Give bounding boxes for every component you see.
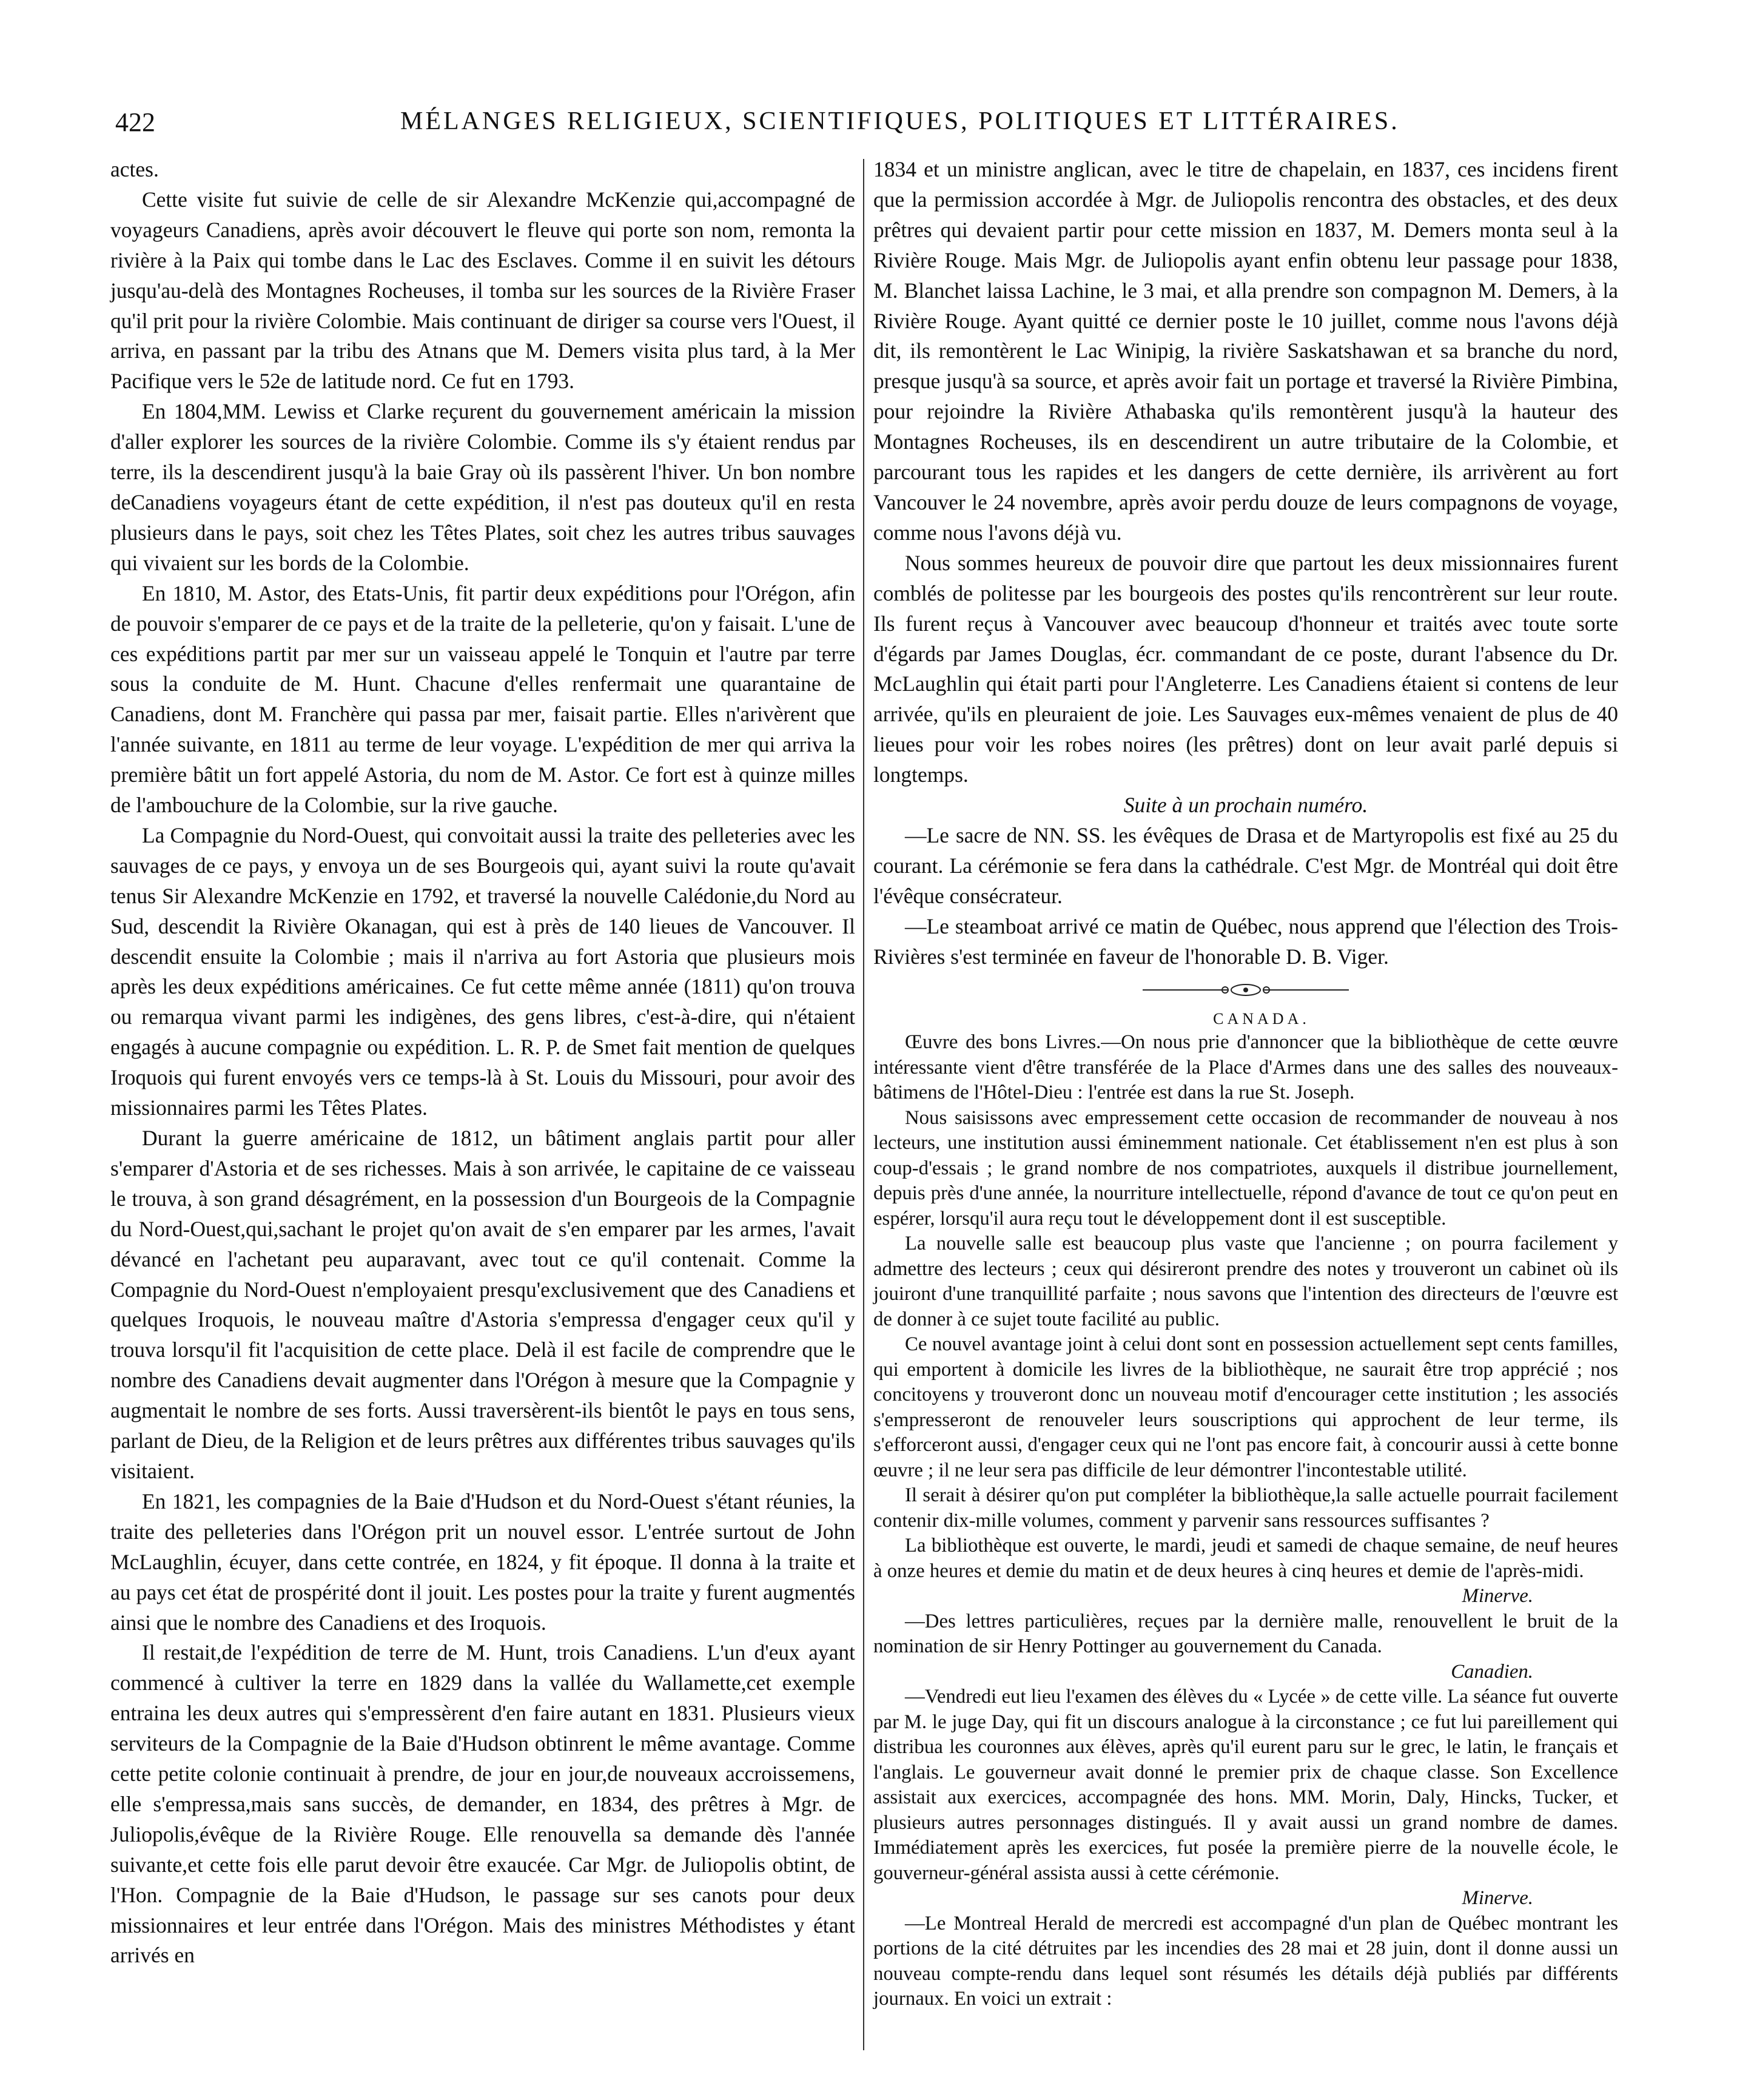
paragraph: Il restait,de l'expédition de terre de M. Hunt, trois Canadiens. L'un d'eux ayant commencé à cultiver la terre en 1829 dans la vallée du Wallamette,cet exemple entraina les deux autres qui s'empressèrent d'en faire autant en 1831. Plusieurs vieux serviteurs de la Compagnie de la Baie d'Hudson obtinrent le même avantage. Comme cette petite colonie continuait à prendre, de jour en jour,de nouveaux accroissemens, elle s'empressa,mais sans succès, de demander, en 1834, des prêtres à Mgr. de Juliopolis,évêque de la Rivière Rouge. Elle renouvella sa demande dès l'année suivante,et cette fois elle parut devoir être exaucée. Car Mgr. de Juliopolis obtint, de l'Hon. Compagnie de la Baie d'Hudson, le passage sur ses canots pour deux missionnaires et leur entrée dans l'Orégon. Mais des ministres Méthodistes y étant arrivés en [110,1640,855,1968]
paragraph: Il serait à désirer qu'on put compléter la bibliothèque,la salle actuelle pourrait facilement contenir dix-mille volumes, comment y parvenir sans ressources suffisantes ? [873,1484,1618,1532]
paragraph: La Compagnie du Nord-Ouest, qui convoitait aussi la traite des pelleteries avec les sauvages de ce pays, y envoya un de ses Bourgeois qui, ayant suivi la route qu'avait tenus Sir Alexandre McKenzie en 1792, et traversé la nouvelle Calédonie,du Nord au Sud, descendit la Rivière Okanagan, qui est à près de 140 lieues de Vancouver. Il descendit ensuite la Colombie ; mais il n'arriva au fort Astoria que plusieurs mois après les deux expéditions américaines. Ce fut cette même année (1811) qu'on trouva ou remarqua vivant parmi les indigènes, des gens libres, c'est-à-dire, qui n'étaient engagés à aucune compagnie ou expédition. L. R. P. de Smet fait mention de quelques Iroquois qui furent envoyés vers ce temps-là à St. Louis du Missouri, pour avoir des missionnaires parmi les Têtes Plates. [110,823,855,1120]
ornament-divider [873,972,1618,1008]
column-rule [863,159,864,2050]
right-column [873,155,1618,2012]
news-item: —Vendredi eut lieu l'examen des élèves du « Lycée » de cette ville. La séance fut ouverte par M. le juge Day, qui fit un discours analogue à la circonstance ; ce fut lui pareillement qui distribua les couronnes aux élèves, après qu'il eurent paru sur le grec, le latin, le français et l'anglais. Le gouverneur avait donné le premier prix de chaque classe. Son Excellence assistait aux exercices, accompagnée des hons. MM. Morin, Daly, Hincks, Tucker, et plusieurs autres personnages distingués. Il y avait aussi un grand nombre de dames. Immédiatement après les exercices, fut posée la première pierre de la nouvelle école, le gouverneur-général assista aussi à cette cérémonie. [873,1686,1618,1884]
paragraph: Nous sommes heureux de pouvoir dire que partout les deux missionnaires furent comblés de politesse par les bourgeois des postes qu'ils rencontrèrent sur leur route. Ils furent reçus à Vancouver avec beaucoup d'honneur et traités avec toute sorte d'égards par James Douglas, écr. commandant de ce poste, durant l'absence du Dr. McLaughlin qui était parti pour l'Angleterre. Les Canadiens étaient si contens de leur arrivée, qu'ils en pleuraient de joie. Les Sauvages eux-mêmes venaient de plus de 40 lieues pour voir les robes noires (les prêtres) dont on leur avait parlé depuis si longtemps. [873,550,1618,787]
continued-note: Suite à un prochain numéro. [1123,793,1368,818]
news-item: —Des lettres particulières, reçues par la dernière malle, renouvellent le bruit de la nomination de sir Henry Pottinger au gouvernement du Canada. [873,1610,1618,1658]
paragraph: En 1821, les compagnies de la Baie d'Hudson et du Nord-Ouest s'étant réunies, la traite des pelleteries dans l'Orégon prit un nouvel essor. L'entrée surtout de John McLaughlin, écuyer, dans cette contrée, en 1824, y fit époque. Il donna à la traite et au pays cet état de prospérité dont il jouit. Les postes pour la traite y furent augmentés ainsi que le nombre des Canadiens et des Iroquois. [110,1489,855,1635]
paragraph: La nouvelle salle est beaucoup plus vaste que l'ancienne ; on pourra facilement y admettre des lecteurs ; ceux qui désireront prendre des notes y trouveront un cabinet où ils jouiront d'une tranquillité parfaite ; nous savons que l'intention des directeurs de l'œuvre est de donner à ce sujet toute facilité au public. [873,1233,1618,1330]
news-item: —Le Montreal Herald de mercredi est accompagné d'un plan de Québec montrant les portions de la cité détruites par les incendies des 28 mai et 28 juin, dont il donne aussi un nouveau compte-rendu dans lequel sont résumés les détails déjà publiés par différents journaux. En voici un extrait : [873,1912,1618,2010]
paragraph: La bibliothèque est ouverte, le mardi, jeudi et samedi de chaque semaine, de neuf heures à onze heures et demie du matin et de deux heures à cinq heures et demie de l'après-midi. [873,1535,1618,1582]
paragraph: Œuvre des bons Livres.—On nous prie d'annoncer que la bibliothèque de cette œuvre intéressante vient d'être transférée de la Place d'Armes dans une des salles des nouveaux-bâtimens de l'Hôtel-Dieu : l'entrée est dans la rue St. Joseph. [873,1031,1618,1104]
paragraph: actes. [110,157,159,181]
running-title: MÉLANGES RELIGIEUX, SCIENTIFIQUES, POLITIQUES ET LITTÉRAIRES. [400,107,1400,135]
source-signature: Minerve. [1462,1887,1533,1910]
page-number: 422 [115,107,155,137]
paragraph: Durant la guerre américaine de 1812, un bâtiment anglais partit pour aller s'emparer d'Astoria et de ses richesses. Mais à son arrivée, le capitaine de ce vaisseau le trouva, à son grand désagrément, en la possession d'un Bourgeois de la Compagnie du Nord-Ouest,qui,sachant le projet qu'on avait de s'en emparer par les armes, l'avait dévancé en l'achetant peu auparavant, avec tout ce qu'il contenait. Comme la Compagnie du Nord-Ouest n'employaient presqu'exclusivement que des Canadiens et quelques Iroquois, le nouveau maître d'Astoria s'empressa d'engager ceux qu'il y trouva lorsqu'il fit l'acquisition de cette place. Delà il est facile de comprendre que le nombre des Canadiens devait augmenter dans l'Orégon à mesure que la Compagnie y augmentait le nombre de ses forts. Aussi traversèrent-ils bientôt le pays en tous sens, parlant de Dieu, de la Religion et de leurs prêtres aux différentes tribus sauvages qu'ils visitaient. [110,1126,855,1483]
source-signature: Canadien. [1451,1660,1533,1683]
paragraph: Nous saisissons avec empressement cette occasion de recommander de nouveau à nos lecteurs, une institution aussi éminemment nationale. Cet établissement n'en est plus à son coup-d'essais ; le grand nombre de nos compatriotes, auxquels il distribue journellement, depuis près d'une année, la nourriture intellectuelle, répond d'avance de tout ce qu'on peut en espérer, lorsqu'il aura reçu tout le développement dont il est susceptible. [873,1106,1618,1230]
left-column [110,155,855,1971]
paragraph: Cette visite fut suivie de celle de sir Alexandre McKenzie qui,accompagné de voyageurs Canadiens, après avoir découvert le fleuve qui porte son nom, remonta la rivière à la Paix qui tombe dans le Lac des Esclaves. Comme il en suivit les détours jusqu'au-delà des Montagnes Rocheuses, il tomba sur les sources de la Rivière Fraser qu'il prit pour la rivière Colombie. Mais continuant de diriger sa course vers l'Ouest, il arriva, en passant par la tribu des Atnans que M. Demers visita plus tard, à la Mer Pacifique vers le 52e de latitude nord. Ce fut en 1793. [110,187,855,394]
news-item: —Le steamboat arrivé ce matin de Québec, nous apprend que l'élection des Trois-Rivières s'est terminée en faveur de l'honorable D. B. Viger. [873,914,1618,969]
paragraph: 1834 et un ministre anglican, avec le titre de chapelain, en 1837, ces incidens firent que la permission accordée à Mgr. de Juliopolis rencontra des obstacles, et des deux prêtres qui devaient partir pour cette mission en 1837, M. Demers monta seul à la Rivière Rouge. Mais Mgr. de Juliopolis ayant enfin obtenu leur passage pour 1838, M. Blanchet laissa Lachine, le 3 mai, et alla prendre son compagnon M. Demers, à la Rivière Rouge. Ayant quitté ce dernier poste le 10 juillet, comme nous l'avons déjà dit, ils remontèrent le Lac Winipig, la rivière Saskatshawan et sa branche du nord, presque jusqu'à sa source, et après avoir fait un portage et traversé la Rivière Pimbina, pour rejoindre la Rivière Athabaska qu'ils remontèrent jusqu'à la hauteur des Montagnes Rocheuses, ils en descendirent un autre tributaire de la Colombie, et parcourant tous les rapides et les dangers de cette dernière, ils arrivèrent au fort Vancouver le 24 novembre, après avoir perdu douze de leurs compagnons de voyage, comme nous l'avons déjà vu. [873,157,1618,545]
paragraph: Ce nouvel avantage joint à celui dont sont en possession actuellement sept cents familles, qui emportent à domicile les livres de la bibliothèque, ne saurait être trop apprécié ; nos concitoyens y trouveront donc un nouveau motif d'encourager cette institution ; les associés s'empresseront de renouveler leurs souscriptions qui approchent de leur terme, ils s'efforceront aussi, d'engager ceux qui ne l'ont pas encore fait, à concourir aussi à cette bonne œuvre ; il ne leur sera pas difficile de leur démontrer l'incontestable utilité. [873,1333,1618,1481]
source-signature: Minerve. [1462,1585,1533,1607]
section-heading: CANADA. [1213,1010,1310,1028]
paragraph: En 1810, M. Astor, des Etats-Unis, fit partir deux expéditions pour l'Orégon, afin de pouvoir s'emparer de ce pays et de la traite de la pelleterie, qu'on y faisait. L'une de ces expéditions partit par mer sur un vaisseau appelé le Tonquin et l'autre par terre sous la conduite de M. Hunt. Chacune d'elles renfermait une quarantaine de Canadiens, dont M. Franchère qui passa par mer, faisait partie. Elles n'arivèrent que l'année suivante, en 1811 au terme de leur voyage. L'expédition de mer qui arriva la première bâtit un fort appelé Astoria, du nom de M. Astor. Ce fort est à quinze milles de l'ambouchure de la Colombie, sur la rive gauche. [110,581,855,818]
news-item: —Le sacre de NN. SS. les évêques de Drasa et de Martyropolis est fixé au 25 du courant. La cérémonie se fera dans la cathédrale. C'est Mgr. de Montréal qui doit être l'évêque consécrateur. [873,823,1618,908]
paragraph: En 1804,MM. Lewiss et Clarke reçurent du gouvernement américain la mission d'aller explorer les sources de la rivière Colombie. Comme ils s'y étaient rendus par terre, ils la descendirent jusqu'à la baie Gray où ils passèrent l'hiver. Un bon nombre deCanadiens voyageurs étant de cette expédition, il n'est pas douteux qu'il en resta plusieurs dans le pays, soit chez les Têtes Plates, soit chez les autres tribus sauvages qui vivaient sur les bords de la Colombie. [110,399,855,575]
canada-section [873,1030,1618,2012]
